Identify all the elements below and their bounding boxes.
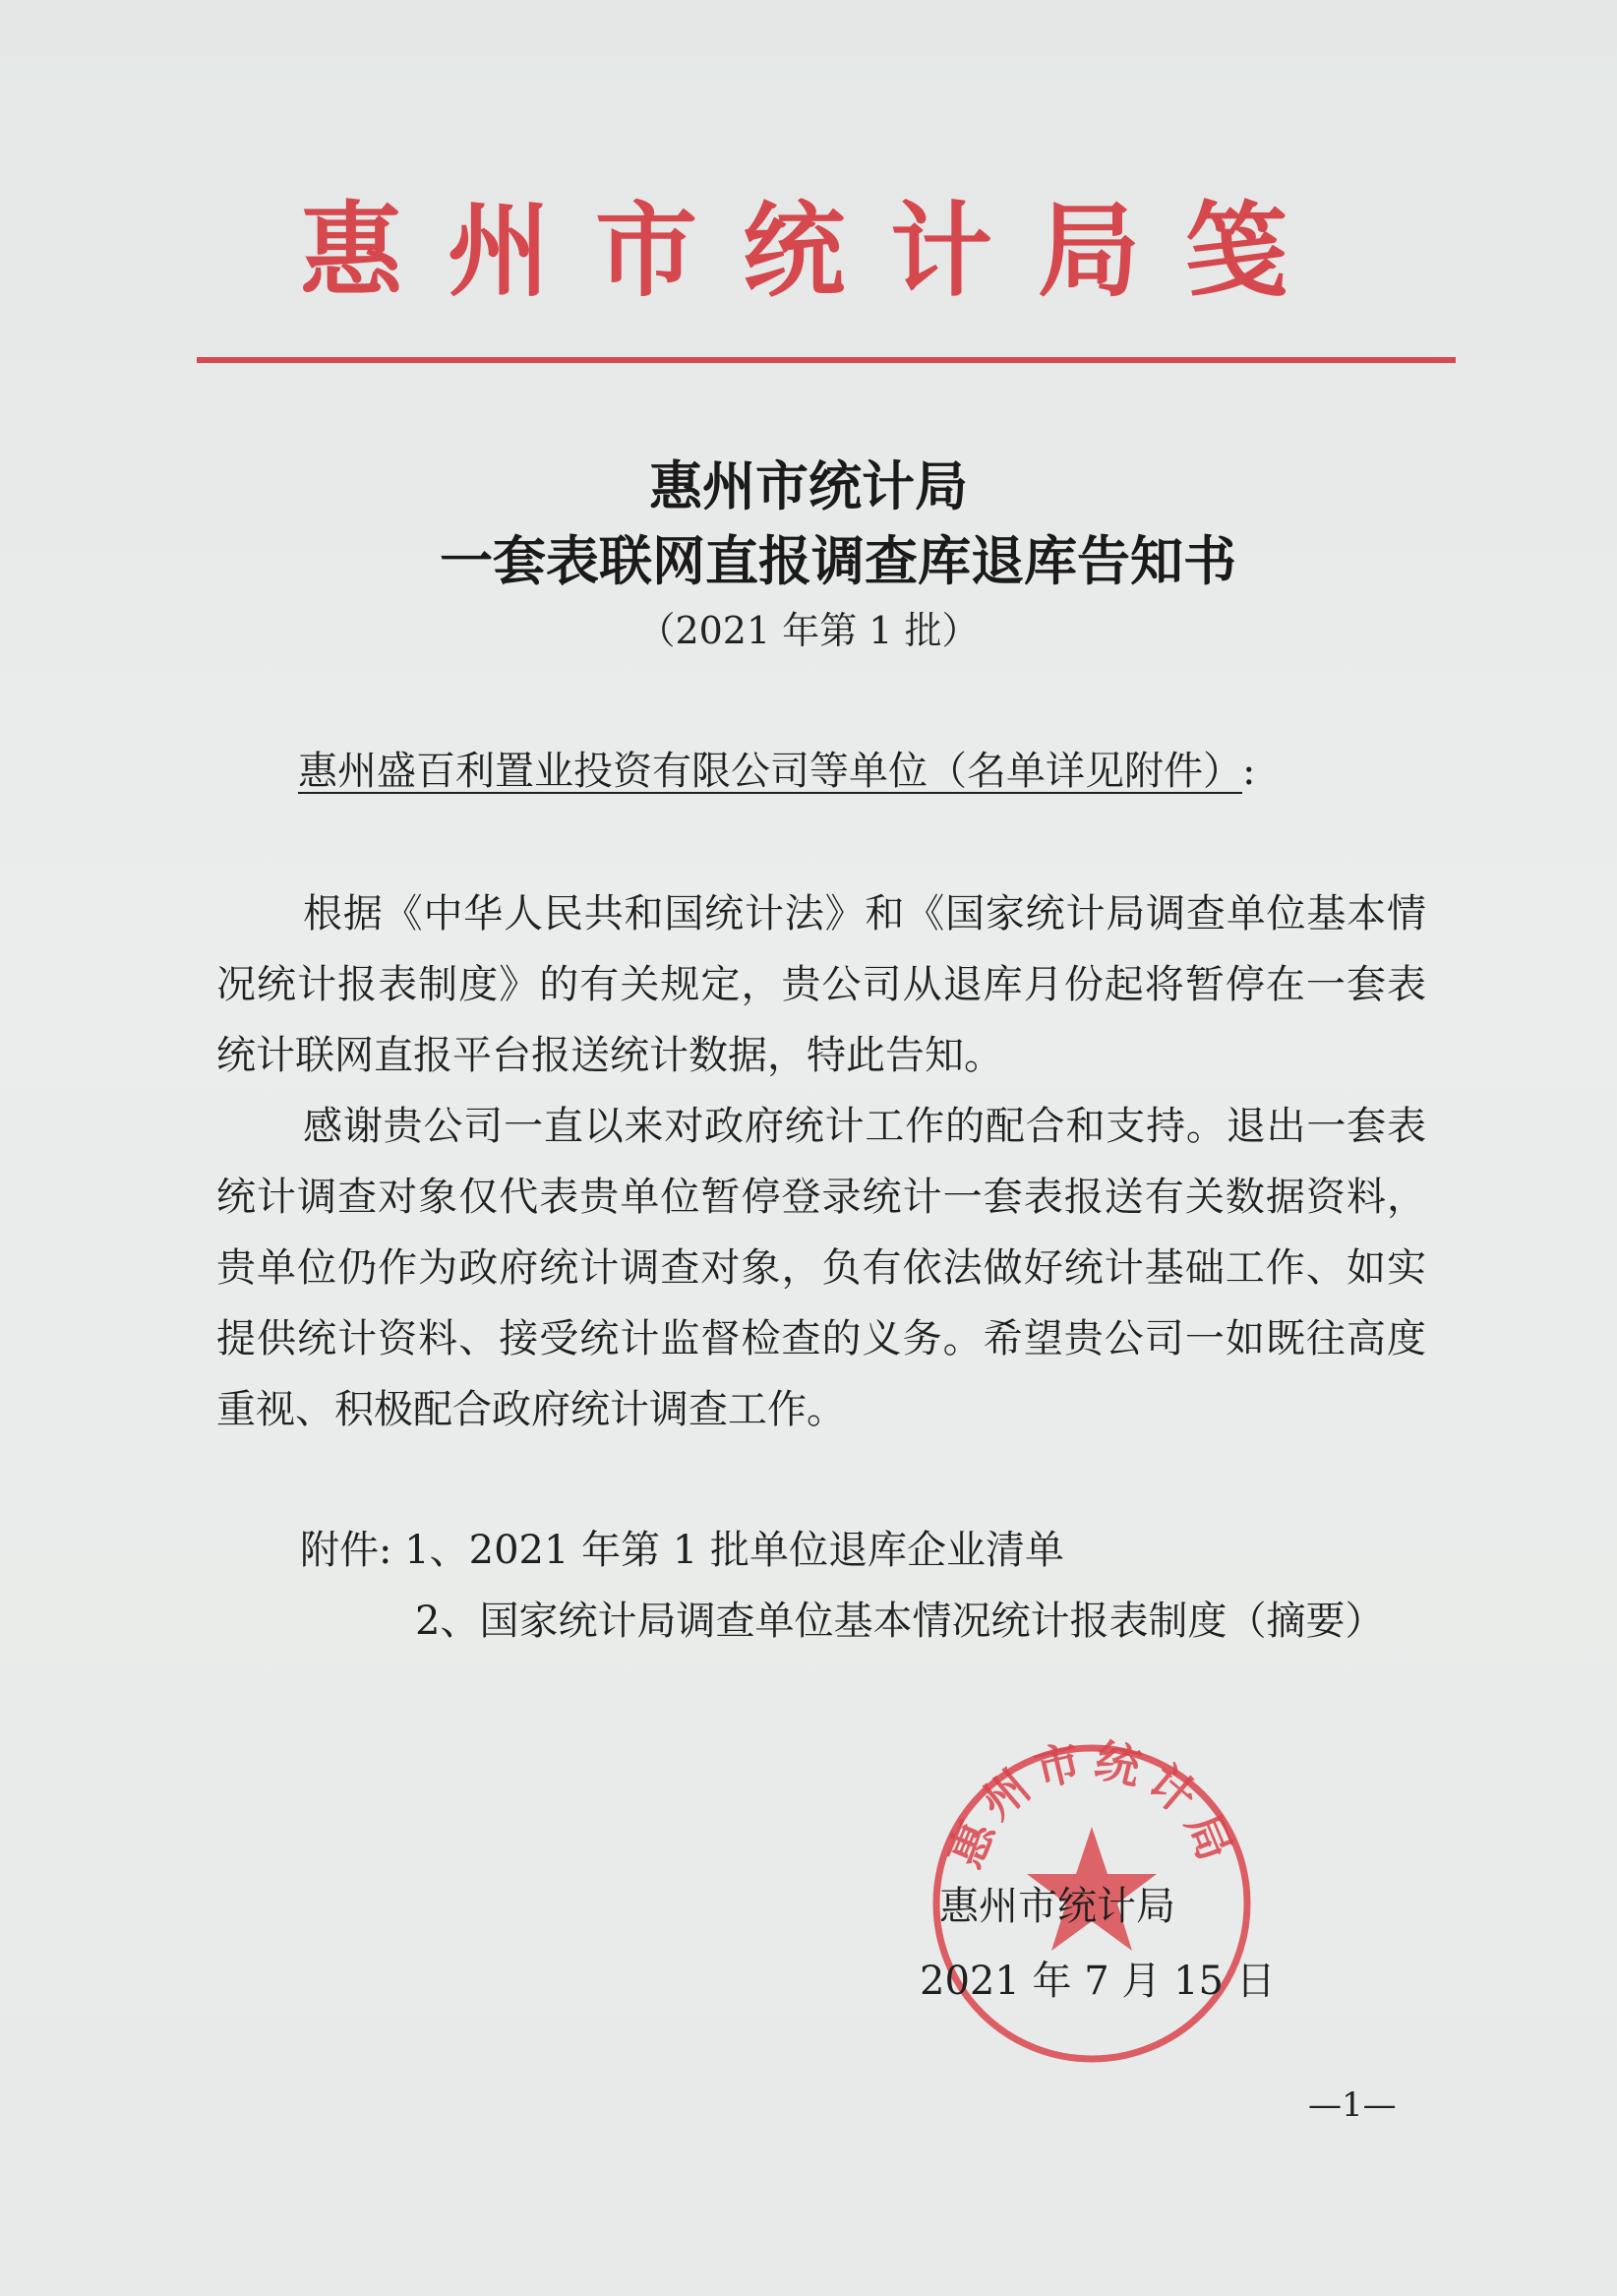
seal-text: 惠州市统计局 — [937, 1736, 1246, 1876]
addressee — [298, 740, 1255, 796]
attachment-item-1: 1、2021 年第 1 批单位退库企业清单 — [404, 1528, 1065, 1573]
page-number: —1— — [1308, 2085, 1397, 2125]
attachments-label: 附件: — [300, 1528, 392, 1573]
addressee-name: 惠州盛百利置业投资有限公司等单位（名单详见附件） — [298, 749, 1242, 794]
attachments-list — [300, 1515, 1384, 1657]
addressee-colon: : — [1242, 749, 1256, 794]
body-paragraph-2: 感谢贵公司一直以来对政府统计工作的配合和支持。退出一套表统计调查对象仅代表贵单位暂停登录统计一套表报送有关数据资料，贵单位仍作为政府统计调查对象，负有依法做好统计基础工作、如实提供统计资料、接受统计监督检查的义务。希望贵公司一如既往高度重视、积极配合政府统计调查工作。 — [216, 1104, 1426, 1432]
doc-batch-number: （2021 年第 1 批） — [637, 609, 980, 652]
letterhead-red-rule — [197, 357, 1456, 363]
signature-org: 惠州市统计局 — [939, 1884, 1175, 1929]
doc-title-line2: 一套表联网直报调查库退库告知书 — [440, 529, 1236, 592]
body-paragraph-1: 根据《中华人民共和国统计法》和《国家统计局调查单位基本情况统计报表制度》的有关规定，贵公司从退库月份起将暂停在一套表统计联网直报平台报送统计数据，特此告知。 — [216, 891, 1426, 1078]
letterhead-title: 惠州市统计局笺 — [299, 191, 1333, 311]
body-text — [216, 878, 1426, 1445]
doc-title-line1: 惠州市统计局 — [649, 454, 968, 517]
signature-date: 2021 年 7 月 15 日 — [920, 1959, 1276, 2004]
attachment-item-2: 2、国家统计局调查单位基本情况统计报表制度（摘要） — [415, 1599, 1385, 1644]
